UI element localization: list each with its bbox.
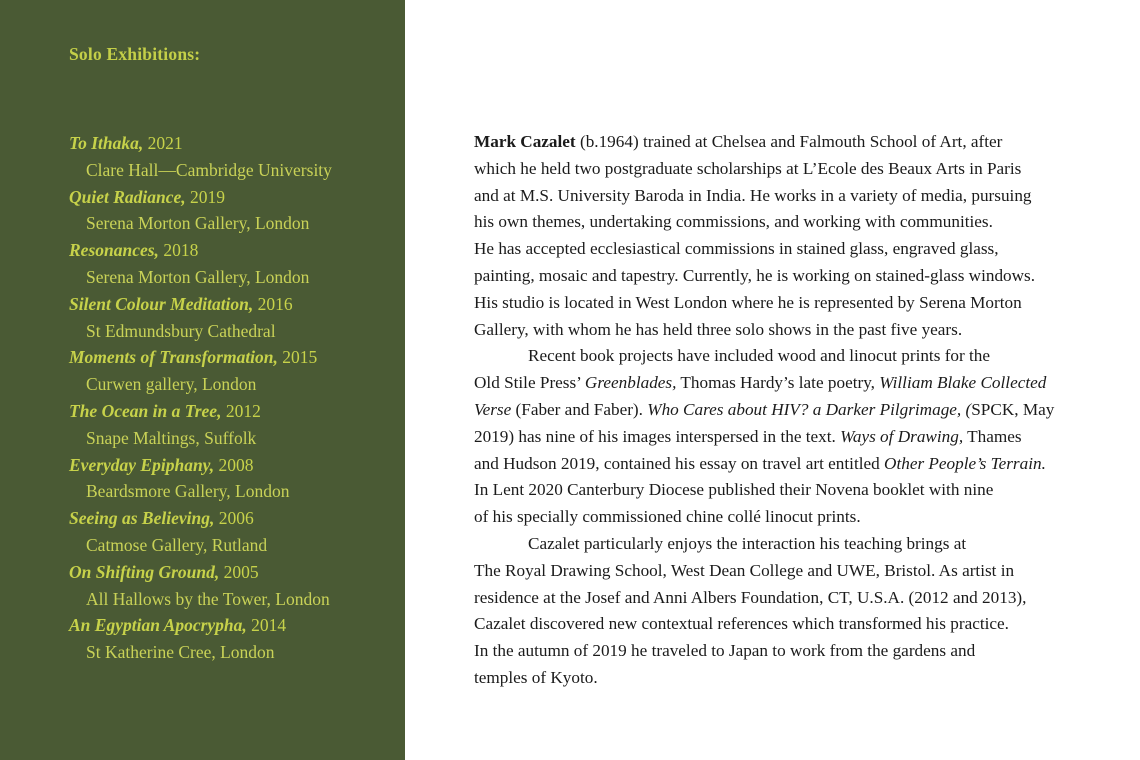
exhibition-title: To Ithaka, xyxy=(69,133,144,153)
exhibition-title-line xyxy=(69,398,399,425)
text-line: which he held two postgraduate scholarships at L’Ecole des Beaux Arts in Paris xyxy=(474,158,1022,178)
text-line: His studio is located in West London where he is represented by Serena Morton xyxy=(474,292,1022,312)
bio-paragraph-1 xyxy=(474,129,1104,343)
bio-paragraph-3 xyxy=(474,531,1104,692)
text-line: residence at the Josef and Anni Albers Foundation, CT, U.S.A. (2012 and 2013), xyxy=(474,587,1027,607)
text-span: SPCK, May xyxy=(971,399,1055,419)
text-line: Gallery, with whom he has held three solo shows in the past five years. xyxy=(474,319,963,339)
exhibition-year: 2016 xyxy=(253,293,293,314)
essay-title: Other People’s Terrain. xyxy=(884,453,1046,473)
biography-text xyxy=(474,129,1104,692)
exhibition-venue: Catmose Gallery, Rutland xyxy=(86,534,268,555)
book-title: Verse xyxy=(474,399,512,419)
exhibition-title: On Shifting Ground, xyxy=(69,561,220,582)
exhibition-title: Resonances, xyxy=(69,240,159,261)
text-line: The Royal Drawing School, West Dean College and UWE, Bristol. As artist in xyxy=(474,560,1015,580)
text-line xyxy=(474,370,1104,397)
text-line: Recent book projects have included wood and linocut prints for the xyxy=(528,346,991,366)
exhibition-venue: Beardsmore Gallery, London xyxy=(86,481,290,502)
book-title: Ways of Drawing, xyxy=(840,426,964,446)
exhibition-venue: St Katherine Cree, London xyxy=(86,642,275,663)
text-line xyxy=(474,424,1104,451)
text-line xyxy=(474,397,1104,424)
exhibition-venue: Clare Hall—Cambridge University xyxy=(86,159,332,180)
text-line: temples of Kyoto. xyxy=(474,667,598,687)
text-line: In Lent 2020 Canterbury Diocese published their Novena booklet with nine xyxy=(474,480,994,500)
exhibition-title-line xyxy=(69,130,399,157)
text-span: Old Stile Press’ xyxy=(474,373,585,393)
book-title: William Blake Collected xyxy=(879,373,1047,393)
exhibition-year: 2008 xyxy=(214,454,254,475)
text-span: Thomas Hardy’s late poetry, xyxy=(676,373,880,393)
exhibition-year: 2015 xyxy=(277,347,318,368)
exhibition-year: 2006 xyxy=(214,508,254,529)
exhibition-title: Seeing as Believing, xyxy=(69,508,215,529)
exhibition-title-line xyxy=(69,184,399,211)
exhibition-title: Silent Colour Meditation, xyxy=(69,293,254,314)
text-line xyxy=(474,451,1104,478)
exhibition-year: 2021 xyxy=(143,133,183,153)
exhibition-venue: Serena Morton Gallery, London xyxy=(86,213,310,234)
exhibition-year: 2014 xyxy=(246,615,287,636)
text-line: and at M.S. University Baroda in India. He works in a variety of media, pursuing xyxy=(474,185,1032,205)
exhibition-title: Moments of Transformation, xyxy=(69,347,278,368)
exhibition-venue: St Edmundsbury Cathedral xyxy=(86,320,276,341)
artist-name: Mark Cazalet xyxy=(474,132,576,151)
text-line: In the autumn of 2019 he traveled to Japan to work from the gardens and xyxy=(474,641,976,661)
exhibition-title-line xyxy=(69,505,399,532)
exhibition-year: 2012 xyxy=(221,400,261,421)
exhibition-title-line xyxy=(69,452,399,479)
exhibition-title: Quiet Radiance, xyxy=(69,186,186,207)
solo-exhibitions-heading: Solo Exhibitions: xyxy=(69,44,201,64)
exhibitions-list xyxy=(69,130,399,666)
exhibition-title-line xyxy=(69,612,399,639)
bio-paragraph-2 xyxy=(474,343,1104,531)
exhibition-title: Everyday Epiphany, xyxy=(69,454,215,475)
text-line xyxy=(474,129,1104,156)
text-span: (Faber and Faber). xyxy=(511,399,648,419)
exhibition-title: An Egyptian Apocrypha, xyxy=(69,615,247,636)
text-span: Thames xyxy=(963,426,1022,446)
exhibition-year: 2019 xyxy=(185,186,226,207)
exhibition-title-line xyxy=(69,559,399,586)
exhibition-venue: Serena Morton Gallery, London xyxy=(86,266,310,287)
text-line: He has accepted ecclesiastical commissions in stained glass, engraved glass, xyxy=(474,239,999,259)
text-line: Cazalet discovered new contextual references which transformed his practice. xyxy=(474,614,1009,634)
exhibition-venue: Snape Maltings, Suffolk xyxy=(86,427,257,448)
exhibition-title-line xyxy=(69,237,399,264)
text-span: and Hudson 2019, contained his essay on travel art entitled xyxy=(474,453,885,473)
exhibition-title-line xyxy=(69,291,399,318)
text-line: painting, mosaic and tapestry. Currently, he is working on stained-glass windows. xyxy=(474,265,1036,285)
exhibitions-sidebar xyxy=(0,0,405,760)
text-line: of his specially commissioned chine collé linocut prints. xyxy=(474,507,861,527)
book-title: Who Cares about HIV? a Darker Pilgrimage, ( xyxy=(647,399,972,419)
exhibition-venue: Curwen gallery, London xyxy=(86,374,257,395)
exhibition-title-line xyxy=(69,344,399,371)
book-title: Greenblades, xyxy=(584,373,677,393)
text-span: (b.1964) trained at Chelsea and Falmouth School of Art, after xyxy=(575,132,1003,151)
text-line: Cazalet particularly enjoys the interaction his teaching brings at xyxy=(528,533,967,553)
exhibition-venue: All Hallows by the Tower, London xyxy=(86,588,330,609)
text-span: 2019) has nine of his images interspersed in the text. xyxy=(474,426,841,446)
exhibition-year: 2005 xyxy=(219,561,259,582)
exhibition-year: 2018 xyxy=(158,240,199,261)
exhibition-title: The Ocean in a Tree, xyxy=(69,400,222,421)
text-line: his own themes, undertaking commissions, and working with communities. xyxy=(474,212,993,232)
